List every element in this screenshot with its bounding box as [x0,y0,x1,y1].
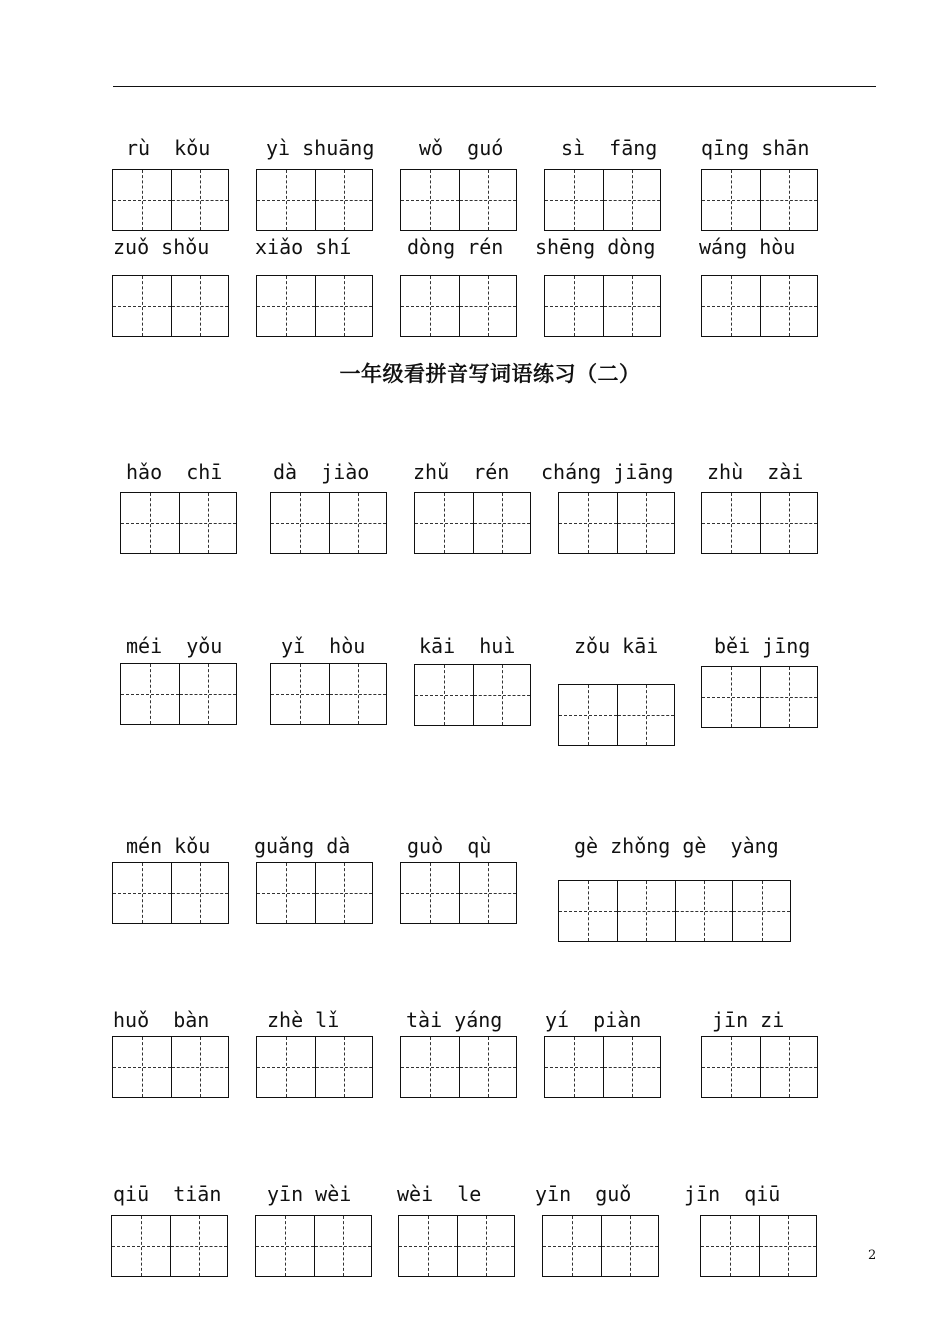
pinyin-label: guǎng dà [254,834,351,858]
header-rule [113,86,876,87]
character-box[interactable] [545,276,603,336]
character-box[interactable] [702,493,760,553]
pinyin-label: huǒ bàn [113,1008,210,1032]
character-box[interactable] [170,1216,228,1276]
character-box[interactable] [675,881,733,941]
character-box[interactable] [559,493,617,553]
character-box[interactable] [257,170,315,230]
character-box[interactable] [545,170,603,230]
character-box[interactable] [473,493,531,553]
pinyin-label: qīng shān [701,136,810,160]
writing-grid[interactable] [542,1215,659,1277]
character-box[interactable] [171,1037,229,1097]
writing-grid[interactable] [558,492,675,554]
character-box[interactable] [603,170,661,230]
writing-grid[interactable] [256,1036,373,1098]
writing-grid[interactable] [256,862,373,924]
pinyin-label: yīn wèi [267,1182,352,1206]
character-box[interactable] [559,685,617,745]
character-box[interactable] [401,863,459,923]
writing-grid[interactable] [400,169,517,231]
character-box[interactable] [271,664,329,724]
writing-grid[interactable] [255,1215,372,1277]
character-box[interactable] [171,170,229,230]
writing-grid[interactable] [120,492,237,554]
pinyin-label: zhè lǐ [267,1008,340,1032]
character-box[interactable] [329,493,387,553]
character-box[interactable] [601,1216,659,1276]
writing-grid[interactable] [544,1036,661,1098]
character-box[interactable] [759,1216,817,1276]
pinyin-label: zhù zài [707,460,804,484]
character-box[interactable] [315,1037,373,1097]
pinyin-label: yīn guǒ [535,1182,632,1206]
pinyin-label: xiǎo shí [255,235,352,259]
character-box[interactable] [171,863,229,923]
pinyin-label: yì shuāng [266,136,375,160]
character-box[interactable] [559,881,617,941]
writing-grid[interactable] [270,492,387,554]
writing-grid[interactable] [400,862,517,924]
writing-grid[interactable] [414,664,531,726]
pinyin-label: sì fāng [561,136,658,160]
pinyin-label: zǒu kāi [574,634,659,658]
writing-grid[interactable] [414,492,531,554]
writing-grid[interactable] [112,862,229,924]
writing-grid[interactable] [111,1215,228,1277]
writing-grid[interactable] [112,169,229,231]
character-box[interactable] [257,1037,315,1097]
character-box[interactable] [415,665,473,725]
pinyin-label: qiū tiān [113,1182,222,1206]
page-title: 一年级看拼音写词语练习（二） [339,361,641,386]
character-box[interactable] [702,667,760,727]
character-box[interactable] [732,881,790,941]
character-box[interactable] [401,170,459,230]
pinyin-label: běi jīng [714,634,811,658]
pinyin-label: hǎo chī [126,460,223,484]
character-box[interactable] [459,276,517,336]
writing-grid[interactable] [701,275,818,337]
writing-grid[interactable] [256,169,373,231]
character-box[interactable] [415,493,473,553]
writing-grid[interactable] [558,684,675,746]
pinyin-label: wáng hòu [699,235,796,259]
character-box[interactable] [545,1037,603,1097]
writing-grid[interactable] [400,1036,517,1098]
writing-grid[interactable] [112,275,229,337]
pinyin-label: zuǒ shǒu [113,235,210,259]
character-box[interactable] [401,276,459,336]
character-box[interactable] [171,276,229,336]
pinyin-label: dà jiào [273,460,370,484]
writing-grid[interactable] [701,169,818,231]
character-box[interactable] [760,170,818,230]
character-box[interactable] [257,276,315,336]
character-box[interactable] [617,881,675,941]
pinyin-label: zhǔ rén [413,460,510,484]
pinyin-label: méi yǒu [126,634,223,658]
character-box[interactable] [113,1037,171,1097]
pinyin-label: yǐ hòu [281,634,366,658]
writing-grid[interactable] [701,666,818,728]
character-box[interactable] [459,170,517,230]
character-box[interactable] [179,664,237,724]
pinyin-label: kāi huì [419,634,516,658]
pinyin-label: wǒ guó [419,136,504,160]
character-box[interactable] [543,1216,601,1276]
writing-grid[interactable] [701,1036,818,1098]
character-box[interactable] [315,170,373,230]
character-box[interactable] [315,863,373,923]
character-box[interactable] [603,276,661,336]
writing-grid[interactable] [256,275,373,337]
character-box[interactable] [271,493,329,553]
character-box[interactable] [113,276,171,336]
character-box[interactable] [113,863,171,923]
character-box[interactable] [401,1037,459,1097]
character-box[interactable] [113,170,171,230]
pinyin-label: cháng jiāng [541,460,674,484]
character-box[interactable] [760,667,818,727]
character-box[interactable] [459,863,517,923]
pinyin-label: dòng rén [407,235,504,259]
pinyin-label: yí piàn [545,1008,642,1032]
writing-grid[interactable] [270,663,387,725]
pinyin-label: mén kǒu [126,834,211,858]
character-box[interactable] [121,664,179,724]
writing-grid[interactable] [544,169,661,231]
character-box[interactable] [603,1037,661,1097]
writing-grid[interactable] [544,275,661,337]
character-box[interactable] [760,276,818,336]
pinyin-label: shēng dòng [535,235,656,259]
pinyin-label: rù kǒu [126,136,211,160]
pinyin-label: wèi le [397,1182,482,1206]
character-box[interactable] [256,1216,314,1276]
character-box[interactable] [315,276,373,336]
character-box[interactable] [459,1037,517,1097]
character-box[interactable] [329,664,387,724]
writing-grid[interactable] [398,1215,515,1277]
writing-grid[interactable] [120,663,237,725]
character-box[interactable] [760,493,818,553]
character-box[interactable] [702,170,760,230]
writing-grid[interactable] [558,880,791,942]
character-box[interactable] [760,1037,818,1097]
writing-grid[interactable] [400,275,517,337]
character-box[interactable] [473,665,531,725]
pinyin-label: gè zhǒng gè yàng [574,834,779,858]
character-box[interactable] [702,1037,760,1097]
character-box[interactable] [121,493,179,553]
character-box[interactable] [257,863,315,923]
character-box[interactable] [112,1216,170,1276]
writing-grid[interactable] [700,1215,817,1277]
pinyin-label: tài yáng [406,1008,503,1032]
character-box[interactable] [701,1216,759,1276]
character-box[interactable] [617,493,675,553]
character-box[interactable] [457,1216,515,1276]
pinyin-label: jīn zi [712,1008,785,1032]
writing-grid[interactable] [112,1036,229,1098]
character-box[interactable] [179,493,237,553]
pinyin-label: guò qù [407,834,492,858]
writing-grid[interactable] [701,492,818,554]
character-box[interactable] [617,685,675,745]
character-box[interactable] [702,276,760,336]
character-box[interactable] [314,1216,372,1276]
character-box[interactable] [399,1216,457,1276]
page-number: 2 [868,1248,877,1263]
pinyin-label: jīn qiū [684,1182,781,1206]
